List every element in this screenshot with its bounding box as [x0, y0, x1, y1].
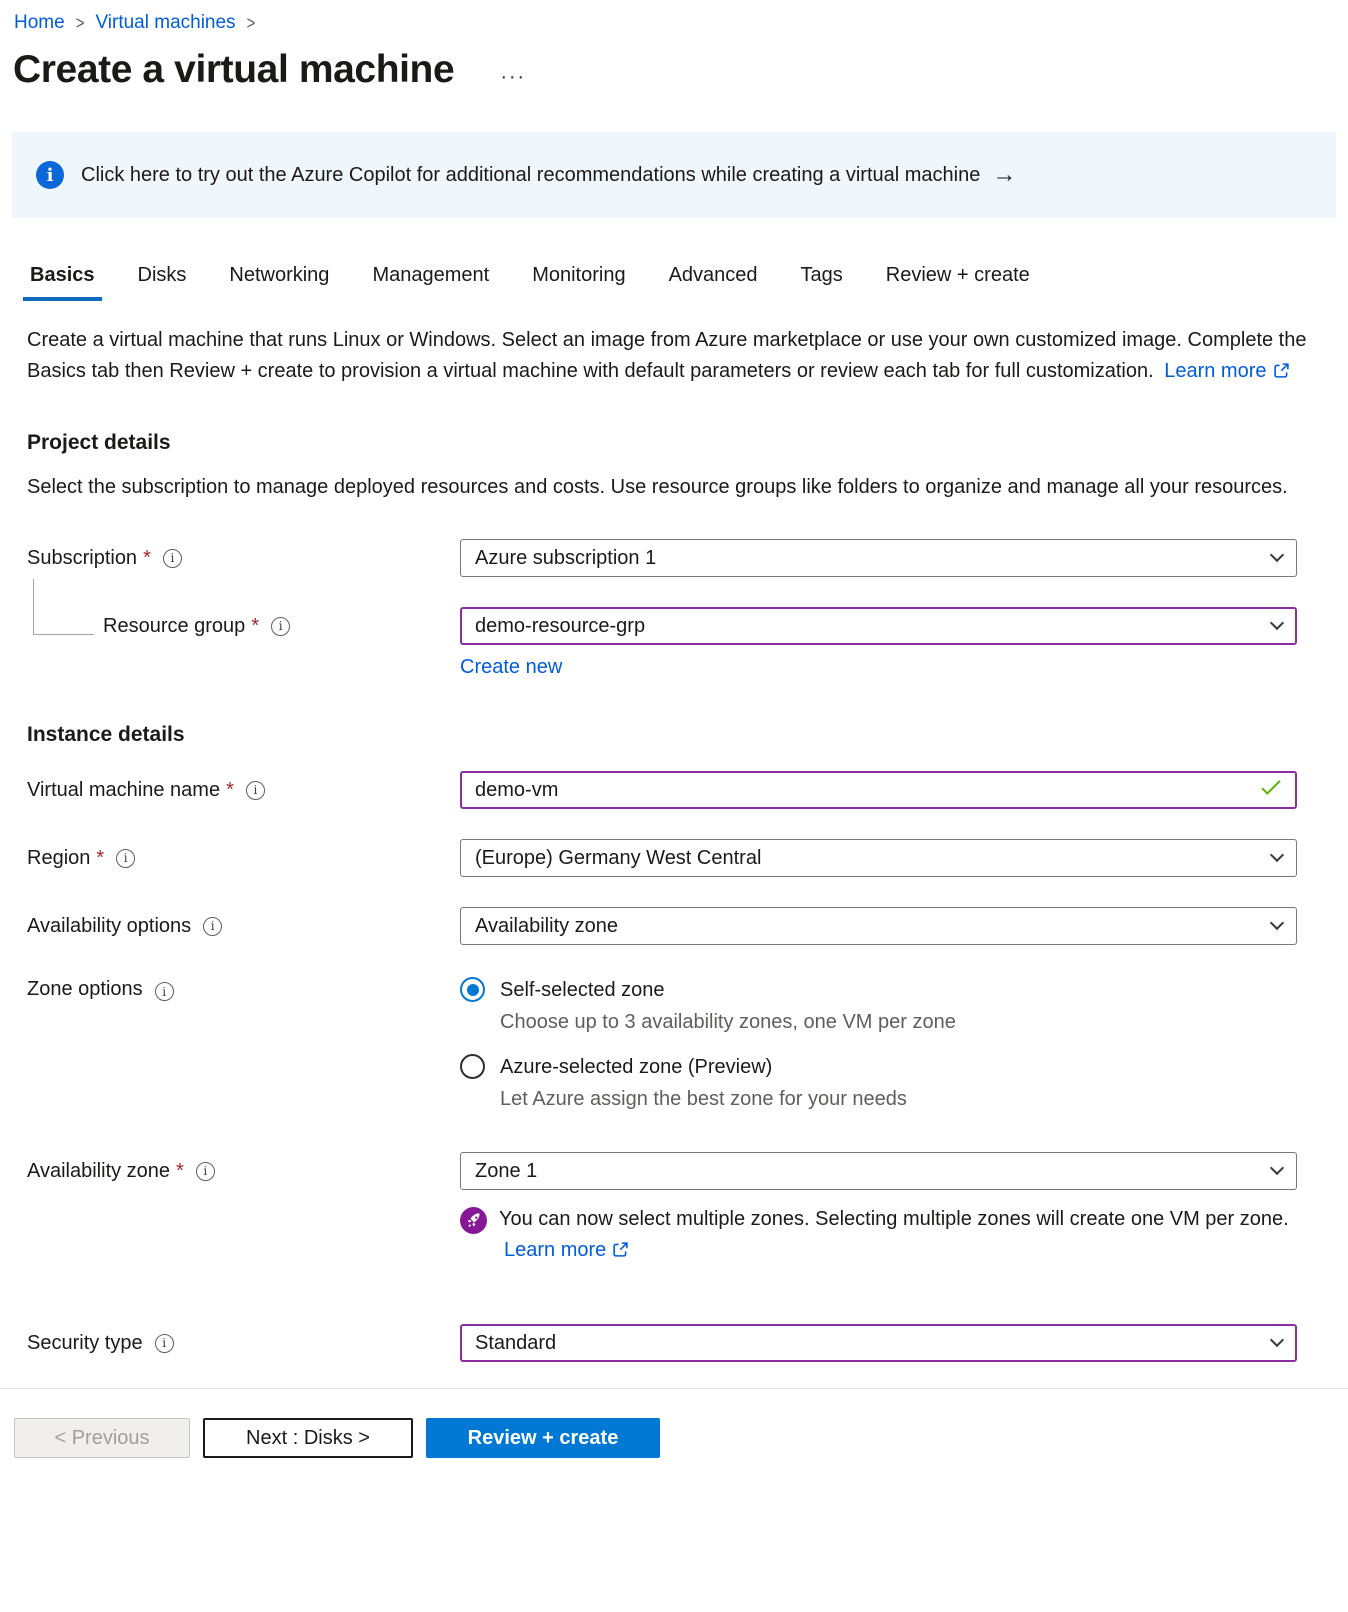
info-icon[interactable]: i — [203, 917, 222, 936]
zone-options-label: Zone options — [27, 978, 143, 1000]
chevron-down-icon — [1270, 616, 1284, 630]
resource-group-row — [27, 607, 1348, 645]
zone-options-row — [27, 975, 1348, 1114]
security-type-row — [27, 1324, 1348, 1362]
instance-details-heading: Instance details — [27, 723, 185, 746]
region-label: Region — [27, 846, 91, 869]
chevron-down-icon — [1270, 848, 1284, 862]
next-disks-button[interactable]: Next : Disks > — [203, 1418, 413, 1458]
breadcrumb-separator-icon: > — [246, 12, 256, 34]
learn-more-link[interactable]: Learn more — [504, 1239, 607, 1261]
required-marker: * — [251, 614, 260, 637]
info-icon[interactable]: i — [271, 617, 290, 636]
external-link-icon — [1273, 358, 1290, 389]
context-menu-ellipsis-icon[interactable]: ··· — [500, 65, 526, 88]
tab-basics[interactable]: Basics — [30, 264, 95, 301]
page-title: Create a virtual machine — [13, 48, 455, 91]
subscription-label: Subscription — [27, 546, 138, 569]
subscription-value: Azure subscription 1 — [475, 546, 657, 569]
info-icon[interactable]: i — [155, 982, 174, 1001]
availability-zone-label: Availability zone — [27, 1159, 171, 1182]
tab-monitoring[interactable]: Monitoring — [532, 264, 626, 286]
project-details-heading: Project details — [27, 431, 171, 454]
resource-group-value: demo-resource-grp — [475, 614, 646, 637]
chevron-down-icon — [1270, 548, 1284, 562]
required-marker: * — [96, 846, 105, 869]
vm-name-input[interactable] — [460, 771, 1297, 809]
rocket-icon — [460, 1207, 487, 1234]
multi-zone-note-body: You can now select multiple zones. Selecting multiple zones will create one VM per zone. — [499, 1208, 1289, 1230]
info-icon[interactable]: i — [163, 549, 182, 568]
arrow-right-icon: → — [992, 161, 1017, 188]
review-create-button[interactable]: Review + create — [426, 1418, 660, 1458]
resource-group-dropdown[interactable] — [460, 607, 1297, 645]
tab-tags[interactable]: Tags — [800, 264, 843, 286]
valid-checkmark-icon — [1260, 779, 1282, 802]
tab-networking[interactable]: Networking — [229, 264, 330, 286]
security-type-value: Standard — [475, 1331, 557, 1354]
availability-zone-value: Zone 1 — [475, 1159, 538, 1182]
subscription-row — [27, 539, 1348, 577]
vm-name-value: demo-vm — [475, 778, 559, 801]
resource-group-label: Resource group — [103, 614, 246, 637]
breadcrumb-home-link[interactable]: Home — [14, 12, 65, 33]
subscription-dropdown[interactable] — [460, 539, 1297, 577]
region-value: (Europe) Germany West Central — [475, 846, 762, 869]
multi-zone-note-text — [499, 1204, 1299, 1268]
create-new-link[interactable]: Create new — [460, 656, 563, 678]
tab-description — [27, 325, 1318, 389]
security-type-dropdown[interactable] — [460, 1324, 1297, 1362]
security-type-label: Security type — [27, 1331, 143, 1354]
info-icon[interactable]: i — [155, 1334, 174, 1353]
azure-selected-zone-description: Let Azure assign the best zone for your needs — [500, 1088, 907, 1110]
chevron-down-icon — [1270, 1333, 1284, 1347]
tab-disks[interactable]: Disks — [137, 264, 187, 286]
tab-management[interactable]: Management — [372, 264, 490, 286]
breadcrumb-virtual-machines-link[interactable]: Virtual machines — [95, 12, 236, 33]
chevron-down-icon — [1270, 916, 1284, 930]
previous-button[interactable]: < Previous — [14, 1418, 190, 1458]
copilot-banner-text: Click here to try out the Azure Copilot for additional recommendations while creating a virtual machine — [81, 163, 981, 186]
project-details-description: Select the subscription to manage deployed resources and costs. Use resource groups like folders to organize and manage all your resources. — [27, 476, 1288, 498]
radio-selected-icon — [460, 977, 485, 1002]
region-row — [27, 839, 1348, 877]
required-marker: * — [176, 1159, 184, 1182]
vm-name-row — [27, 771, 1348, 809]
footer-buttons — [14, 1418, 1348, 1458]
self-selected-zone-radio[interactable] — [460, 975, 1297, 1037]
info-icon: i — [36, 161, 64, 189]
availability-options-row — [27, 907, 1348, 945]
azure-selected-zone-label: Azure-selected zone (Preview) — [500, 1056, 773, 1078]
info-icon[interactable]: i — [246, 781, 265, 800]
multi-zone-note-row — [27, 1204, 1348, 1268]
availability-options-dropdown[interactable] — [460, 907, 1297, 945]
self-selected-zone-label: Self-selected zone — [500, 979, 665, 1001]
required-marker: * — [226, 778, 234, 801]
tab-description-text: Create a virtual machine that runs Linux or Windows. Select an image from Azure marketplace or use your own customized image. Complete the Basics tab then Review + create to provision a virtual machine with default parameters or review each tab for full customization. — [27, 329, 1307, 382]
self-selected-zone-description: Choose up to 3 availability zones, one VM per zone — [500, 1011, 956, 1033]
azure-selected-zone-radio[interactable] — [460, 1052, 1297, 1114]
vm-name-label: Virtual machine name — [27, 778, 221, 801]
footer-divider — [0, 1388, 1348, 1389]
info-icon[interactable]: i — [196, 1162, 215, 1181]
chevron-down-icon — [1270, 1161, 1284, 1175]
breadcrumb-separator-icon: > — [75, 12, 85, 34]
indent-connector-line — [33, 579, 94, 635]
external-link-icon — [612, 1237, 629, 1268]
availability-zone-row — [27, 1152, 1348, 1190]
availability-options-value: Availability zone — [475, 914, 619, 937]
tab-advanced[interactable]: Advanced — [668, 264, 758, 286]
copilot-banner[interactable] — [12, 132, 1336, 218]
availability-zone-dropdown[interactable] — [460, 1152, 1297, 1190]
region-dropdown[interactable] — [460, 839, 1297, 877]
create-new-row — [27, 656, 1348, 679]
availability-options-label: Availability options — [27, 914, 192, 937]
radio-unselected-icon — [460, 1054, 485, 1079]
learn-more-link[interactable]: Learn more — [1164, 360, 1267, 382]
info-icon[interactable]: i — [116, 849, 135, 868]
breadcrumb — [14, 12, 1348, 34]
wizard-tabs — [30, 264, 1348, 301]
tab-review-create[interactable]: Review + create — [885, 264, 1030, 286]
required-marker: * — [143, 546, 151, 569]
